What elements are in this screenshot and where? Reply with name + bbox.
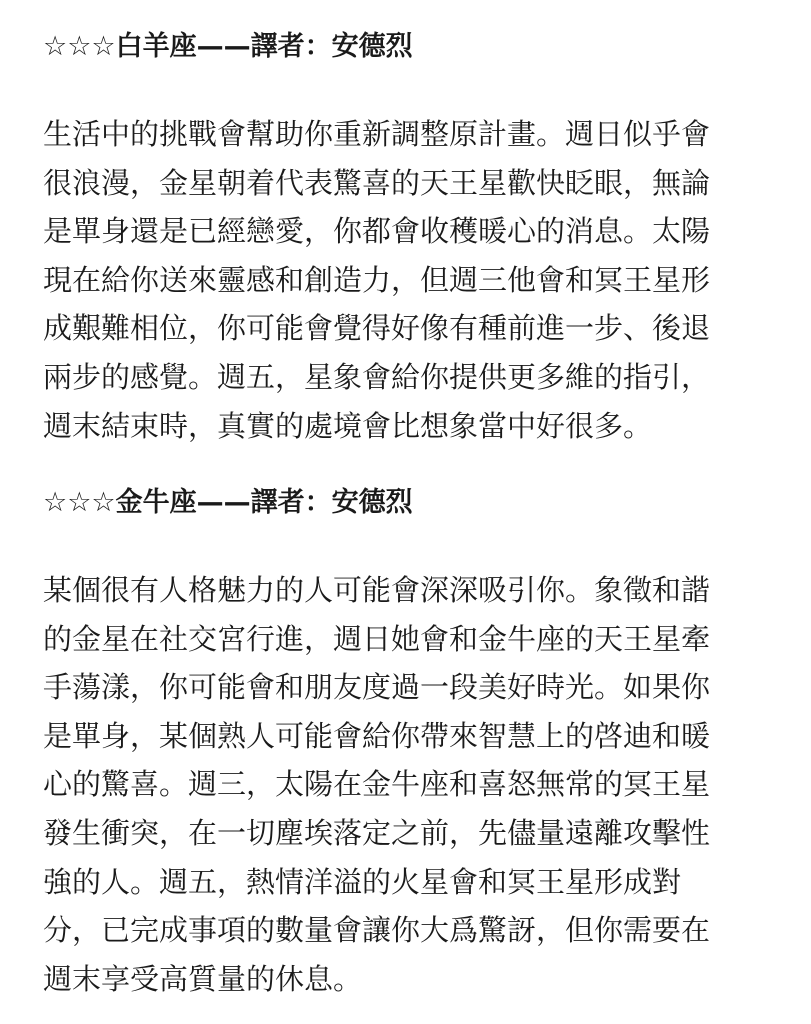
paragraph-line: 是單身還是已經戀愛，你都會收穫暖心的消息。太陽: [43, 214, 711, 249]
star-rating-icon: ☆☆☆: [43, 487, 116, 518]
paragraph-line: 現在給你送來靈感和創造力，但週三他會和冥王星形: [43, 262, 711, 297]
taurus-paragraph: [43, 566, 773, 1003]
paragraph-line: 生活中的挑戰會幫助你重新調整原計畫。週日似乎會: [43, 117, 711, 151]
paragraph-line: 是單身，某個熟人可能會給你帶來智慧上的啓迪和暖: [43, 718, 711, 753]
paragraph-line: 心的驚喜。週三，太陽在金牛座和喜怒無常的冥王星: [43, 767, 711, 802]
paragraph-line: 的金星在社交宮行進，週日她會和金牛座的天王星牽: [43, 621, 711, 656]
paragraph-line: 週末結束時，真實的處境會比想象當中好很多。: [43, 408, 653, 443]
aries-heading: [43, 22, 773, 72]
paragraph-line: 很浪漫，金星朝着代表驚喜的天王星歡快眨眼，無論: [43, 165, 711, 200]
paragraph-line: 強的人。週五，熱情洋溢的火星會和冥王星形成對: [43, 864, 682, 899]
aries-section: [43, 22, 773, 450]
paragraph-line: 成艱難相位，你可能會覺得好像有種前進一步、後退: [43, 311, 711, 346]
paragraph-line: 分，已完成事項的數量會讓你大爲驚訝，但你需要在: [43, 913, 711, 948]
paragraph-line: 發生衝突，在一切塵埃落定之前，先儘量遠離攻擊性: [43, 815, 711, 850]
taurus-heading: [43, 478, 773, 528]
taurus-title: 金牛座——譯者：安德烈: [115, 487, 413, 518]
paragraph-line: 週末享受高質量的休息。: [43, 961, 363, 996]
aries-title: 白羊座——譯者：安德烈: [115, 31, 413, 62]
aries-paragraph: [43, 110, 773, 450]
paragraph-line: 手蕩漾，你可能會和朋友度過一段美好時光。如果你: [43, 670, 711, 705]
star-rating-icon: ☆☆☆: [43, 31, 116, 62]
taurus-section: [43, 478, 773, 1003]
paragraph-line: 兩步的感覺。週五，星象會給你提供更多維的指引，: [43, 359, 711, 394]
paragraph-line: 某個很有人格魅力的人可能會深深吸引你。象徵和諧: [43, 573, 711, 607]
